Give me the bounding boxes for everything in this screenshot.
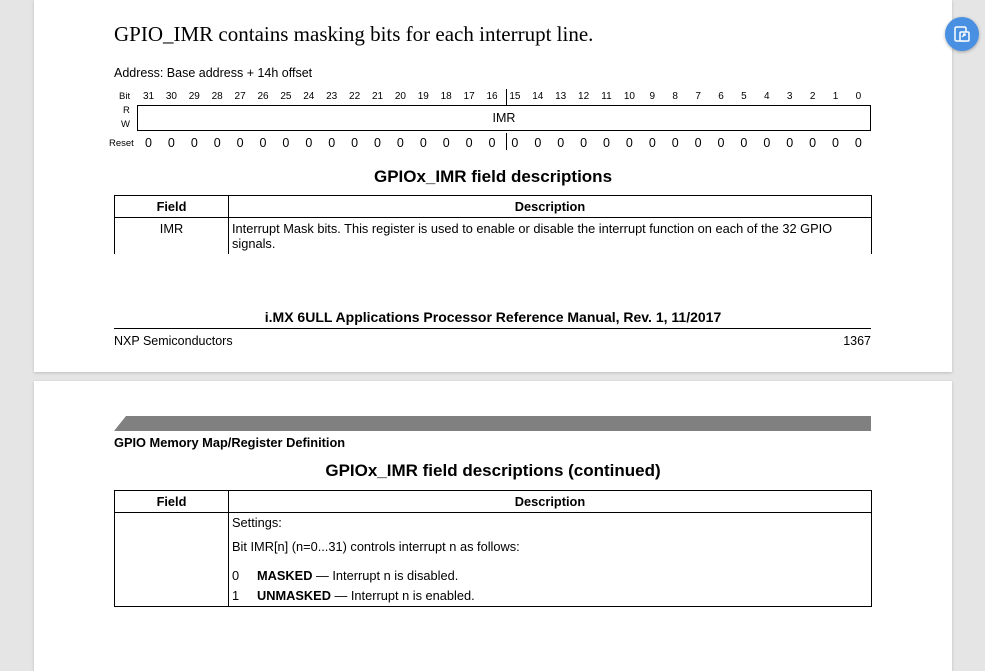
bit-number: 20: [394, 91, 406, 102]
reset-value: 0: [305, 136, 313, 150]
bit-number: 30: [165, 91, 177, 102]
bit-number: 2: [809, 91, 816, 102]
header-field: Field: [115, 196, 229, 218]
reset-value: 0: [671, 136, 679, 150]
settings-label: Settings:: [232, 515, 282, 530]
bit-number: 24: [303, 91, 315, 102]
field-cell: IMR: [115, 218, 229, 255]
reset-value: 0: [328, 136, 336, 150]
bit-number: 26: [257, 91, 269, 102]
reset-value: 0: [694, 136, 702, 150]
option-value: 0: [232, 568, 240, 583]
reset-value: 0: [213, 136, 221, 150]
bit-number: 3: [786, 91, 793, 102]
reset-value: 0: [511, 136, 519, 150]
reset-value: 0: [259, 136, 267, 150]
reset-value: 0: [465, 136, 473, 150]
option-name: MASKED: [257, 568, 313, 583]
bit-number: 17: [463, 91, 475, 102]
bit-number: 25: [280, 91, 292, 102]
option-desc: — Interrupt n is disabled.: [312, 568, 459, 583]
bit-number: 1: [832, 91, 839, 102]
header-description: Description: [229, 196, 872, 218]
reset-value: 0: [374, 136, 381, 150]
footer-company: NXP Semiconductors: [114, 334, 233, 348]
bit-number: 5: [741, 91, 747, 102]
write-label: W: [121, 119, 130, 130]
reset-value: 0: [351, 136, 359, 150]
table-title: GPIOx_IMR field descriptions: [373, 167, 613, 186]
bit-number: 9: [649, 91, 656, 102]
reset-value: 0: [190, 136, 198, 150]
reset-value: 0: [603, 136, 610, 150]
reset-value: 0: [488, 136, 496, 150]
reset-value: 0: [167, 136, 175, 150]
reset-value: 0: [763, 136, 771, 150]
description-cell: [229, 513, 872, 607]
table-header-row: [115, 196, 872, 218]
settings-description: Bit IMR[n] (n=0...31) controls interrupt n as follows:: [232, 539, 520, 554]
reset-value: 0: [419, 136, 427, 150]
header-field: Field: [115, 491, 229, 513]
bit-label: Bit: [119, 91, 131, 102]
export-pdf-icon: [953, 25, 971, 43]
reset-value: 0: [396, 136, 404, 150]
reset-value: 0: [854, 136, 862, 150]
reset-label: Reset: [109, 138, 134, 149]
footer-divider: [114, 328, 871, 329]
register-address: Address: Base address + 14h offset: [114, 66, 313, 80]
option-unmasked: [232, 588, 868, 603]
reset-value: 0: [557, 136, 565, 150]
table-row: [115, 218, 872, 255]
reset-value: 0: [809, 136, 817, 150]
intro-text: GPIO_IMR contains masking bits for each interrupt line.: [114, 22, 594, 46]
table-row: [115, 513, 872, 607]
bit-number: 13: [555, 91, 567, 102]
table-header-row: [115, 491, 872, 513]
bit-divider-top: [506, 89, 507, 105]
reset-value: 0: [534, 136, 542, 150]
reset-value: 0: [145, 136, 152, 150]
bit-number: 12: [578, 91, 590, 102]
bit-number: 15: [509, 91, 521, 102]
description-cell: Interrupt Mask bits. This register is used to enable or disable the interrupt function on each of the 32 GPIO signals.: [229, 218, 872, 255]
reset-value: 0: [740, 136, 748, 150]
bit-number: 8: [672, 91, 678, 102]
bit-number: 22: [349, 91, 361, 102]
document-page-1: [34, 0, 952, 372]
section-header: GPIO Memory Map/Register Definition: [114, 435, 346, 450]
option-desc: — Interrupt n is enabled.: [330, 588, 475, 603]
field-descriptions-table: [114, 195, 872, 254]
bit-number: 18: [440, 91, 452, 102]
field-descriptions-table-continued: [114, 490, 872, 607]
section-header-bar: [114, 416, 871, 431]
bit-number: 7: [695, 91, 701, 102]
reset-value: 0: [236, 136, 244, 150]
bit-number: 10: [623, 91, 635, 102]
register-field-name: IMR: [492, 111, 516, 125]
reset-value: 0: [786, 136, 794, 150]
bit-number: 29: [188, 91, 200, 102]
bit-number: 28: [211, 91, 223, 102]
option-value: 1: [232, 588, 240, 603]
footer-page-number: 1367: [843, 334, 871, 348]
bit-number: 21: [371, 91, 384, 102]
header-description: Description: [229, 491, 872, 513]
option-masked: [232, 568, 868, 583]
reset-value: 0: [625, 136, 633, 150]
reset-value: 0: [717, 136, 725, 150]
bit-number: 4: [764, 91, 770, 102]
bit-number: 27: [234, 91, 246, 102]
bit-number: 31: [142, 91, 155, 102]
read-label: R: [123, 105, 130, 116]
reset-value: 0: [442, 136, 450, 150]
bit-number: 14: [532, 91, 544, 102]
bit-number: 19: [417, 91, 429, 102]
reset-value: 0: [832, 136, 839, 150]
bit-number: 23: [326, 91, 338, 102]
register-field-box: [137, 105, 871, 131]
option-name: UNMASKED: [257, 588, 331, 603]
footer-title: i.MX 6ULL Applications Processor Reference Manual, Rev. 1, 11/2017: [264, 309, 722, 325]
bit-number: 16: [486, 91, 498, 102]
bit-number: 0: [855, 91, 862, 102]
reset-value: 0: [580, 136, 588, 150]
reset-value: 0: [648, 136, 656, 150]
table-title-continued: GPIOx_IMR field descriptions (continued): [325, 461, 661, 480]
export-pdf-button[interactable]: [945, 17, 979, 51]
reset-value: 0: [282, 136, 290, 150]
bit-number: 6: [718, 91, 724, 102]
bit-number: 11: [601, 91, 612, 102]
field-cell: [115, 513, 229, 607]
document-page-2: [34, 381, 952, 671]
